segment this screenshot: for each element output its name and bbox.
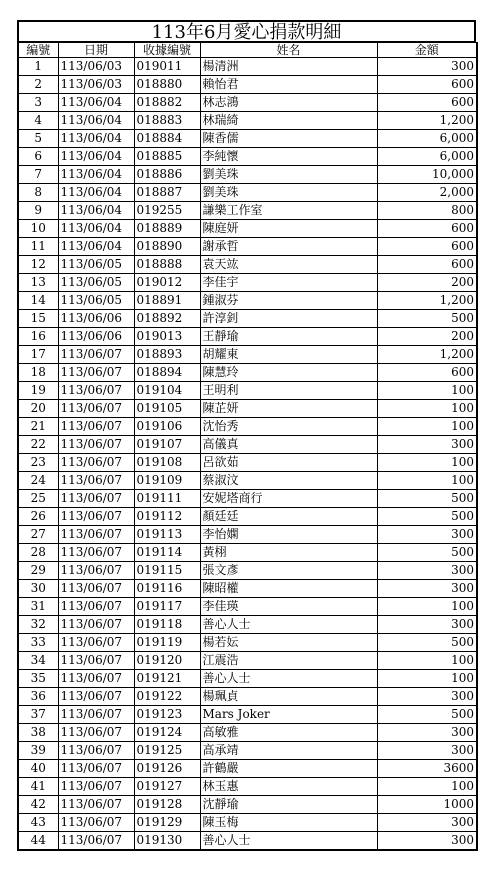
row-amount: 600 (377, 76, 477, 94)
row-receipt: 018885 (134, 148, 200, 166)
row-date: 113/06/04 (58, 94, 134, 112)
row-number: 8 (18, 184, 58, 202)
header-amount: 金額 (377, 43, 477, 58)
table-body (18, 58, 477, 851)
row-date: 113/06/07 (58, 400, 134, 418)
row-receipt: 019129 (134, 814, 200, 832)
row-name: 胡耀東 (200, 346, 377, 364)
table-row (18, 670, 477, 688)
row-amount: 300 (377, 616, 477, 634)
row-number: 10 (18, 220, 58, 238)
row-amount: 500 (377, 310, 477, 328)
row-date: 113/06/05 (58, 256, 134, 274)
row-name: 賴怡君 (200, 76, 377, 94)
row-receipt: 019111 (134, 490, 200, 508)
row-receipt: 019255 (134, 202, 200, 220)
row-date: 113/06/07 (58, 652, 134, 670)
row-date: 113/06/07 (58, 670, 134, 688)
row-amount: 500 (377, 544, 477, 562)
table-row (18, 814, 477, 832)
row-date: 113/06/07 (58, 418, 134, 436)
table-row (18, 508, 477, 526)
row-amount: 1,200 (377, 112, 477, 130)
row-receipt: 019105 (134, 400, 200, 418)
row-receipt: 018888 (134, 256, 200, 274)
row-receipt: 019119 (134, 634, 200, 652)
row-date: 113/06/07 (58, 724, 134, 742)
row-receipt: 019109 (134, 472, 200, 490)
row-amount: 300 (377, 436, 477, 454)
table-row (18, 382, 477, 400)
row-amount: 300 (377, 724, 477, 742)
row-number: 9 (18, 202, 58, 220)
table-row (18, 148, 477, 166)
table-row (18, 166, 477, 184)
row-amount: 1,200 (377, 346, 477, 364)
row-receipt: 019116 (134, 580, 200, 598)
table-row (18, 724, 477, 742)
row-receipt: 018892 (134, 310, 200, 328)
row-date: 113/06/04 (58, 202, 134, 220)
row-receipt: 018887 (134, 184, 200, 202)
row-receipt: 019128 (134, 796, 200, 814)
row-receipt: 019117 (134, 598, 200, 616)
row-number: 22 (18, 436, 58, 454)
row-number: 4 (18, 112, 58, 130)
row-name: Mars Joker (200, 706, 377, 724)
row-amount: 300 (377, 580, 477, 598)
table-row (18, 742, 477, 760)
row-receipt: 019115 (134, 562, 200, 580)
row-name: 高承靖 (200, 742, 377, 760)
row-amount: 500 (377, 490, 477, 508)
row-amount: 1,200 (377, 292, 477, 310)
header-name: 姓名 (200, 43, 377, 58)
row-receipt: 019011 (134, 58, 200, 76)
table-row (18, 364, 477, 382)
row-name: 陳芷妍 (200, 400, 377, 418)
row-date: 113/06/05 (58, 292, 134, 310)
row-number: 42 (18, 796, 58, 814)
row-amount: 600 (377, 238, 477, 256)
row-name: 鍾淑芬 (200, 292, 377, 310)
row-date: 113/06/07 (58, 454, 134, 472)
row-number: 20 (18, 400, 58, 418)
row-amount: 600 (377, 256, 477, 274)
row-number: 26 (18, 508, 58, 526)
row-receipt: 018891 (134, 292, 200, 310)
row-number: 33 (18, 634, 58, 652)
row-date: 113/06/04 (58, 112, 134, 130)
row-amount: 600 (377, 94, 477, 112)
row-number: 15 (18, 310, 58, 328)
row-date: 113/06/07 (58, 778, 134, 796)
row-amount: 10,000 (377, 166, 477, 184)
row-name: 沈靜瑜 (200, 796, 377, 814)
row-name: 劉美珠 (200, 166, 377, 184)
table-row (18, 526, 477, 544)
row-number: 36 (18, 688, 58, 706)
row-amount: 6,000 (377, 130, 477, 148)
row-number: 44 (18, 832, 58, 851)
table-row (18, 400, 477, 418)
table-row (18, 184, 477, 202)
row-date: 113/06/07 (58, 688, 134, 706)
row-name: 謙樂工作室 (200, 202, 377, 220)
row-amount: 6,000 (377, 148, 477, 166)
row-receipt: 018886 (134, 166, 200, 184)
table-row (18, 328, 477, 346)
row-receipt: 019012 (134, 274, 200, 292)
row-name: 黃栩 (200, 544, 377, 562)
table-row (18, 760, 477, 778)
row-name: 張文彥 (200, 562, 377, 580)
row-number: 21 (18, 418, 58, 436)
row-number: 5 (18, 130, 58, 148)
row-name: 高敏雅 (200, 724, 377, 742)
table-row (18, 292, 477, 310)
row-amount: 100 (377, 670, 477, 688)
sheet-title: 113年6月愛心捐款明細 (17, 20, 476, 42)
row-amount: 300 (377, 742, 477, 760)
row-number: 29 (18, 562, 58, 580)
table-row (18, 598, 477, 616)
table-row (18, 634, 477, 652)
row-name: 林志鴻 (200, 94, 377, 112)
row-date: 113/06/07 (58, 580, 134, 598)
row-receipt: 019126 (134, 760, 200, 778)
row-number: 14 (18, 292, 58, 310)
row-receipt: 018880 (134, 76, 200, 94)
row-receipt: 019120 (134, 652, 200, 670)
row-date: 113/06/04 (58, 130, 134, 148)
row-number: 27 (18, 526, 58, 544)
row-number: 37 (18, 706, 58, 724)
row-amount: 300 (377, 688, 477, 706)
row-name: 安妮塔商行 (200, 490, 377, 508)
table-row (18, 472, 477, 490)
row-name: 李怡嫻 (200, 526, 377, 544)
row-number: 17 (18, 346, 58, 364)
header-row (18, 43, 477, 58)
row-amount: 300 (377, 562, 477, 580)
row-receipt: 018883 (134, 112, 200, 130)
row-name: 高儀真 (200, 436, 377, 454)
table-row (18, 688, 477, 706)
row-receipt: 018882 (134, 94, 200, 112)
row-date: 113/06/03 (58, 58, 134, 76)
header-receipt: 收據編號 (134, 43, 200, 58)
row-date: 113/06/07 (58, 364, 134, 382)
row-date: 113/06/06 (58, 310, 134, 328)
row-amount: 1000 (377, 796, 477, 814)
row-number: 40 (18, 760, 58, 778)
row-receipt: 018889 (134, 220, 200, 238)
row-number: 28 (18, 544, 58, 562)
row-receipt: 019123 (134, 706, 200, 724)
row-date: 113/06/07 (58, 526, 134, 544)
row-date: 113/06/07 (58, 706, 134, 724)
row-amount: 300 (377, 832, 477, 851)
row-date: 113/06/07 (58, 796, 134, 814)
row-number: 3 (18, 94, 58, 112)
row-amount: 100 (377, 598, 477, 616)
row-number: 1 (18, 58, 58, 76)
table-row (18, 616, 477, 634)
row-date: 113/06/04 (58, 220, 134, 238)
row-name: 王明利 (200, 382, 377, 400)
table-row (18, 544, 477, 562)
row-amount: 100 (377, 400, 477, 418)
row-amount: 500 (377, 634, 477, 652)
row-receipt: 019108 (134, 454, 200, 472)
row-amount: 100 (377, 418, 477, 436)
row-name: 李純懷 (200, 148, 377, 166)
row-receipt: 019118 (134, 616, 200, 634)
row-date: 113/06/03 (58, 76, 134, 94)
row-name: 許淳釗 (200, 310, 377, 328)
row-name: 陳慧玲 (200, 364, 377, 382)
row-number: 32 (18, 616, 58, 634)
row-receipt: 019130 (134, 832, 200, 851)
row-date: 113/06/07 (58, 472, 134, 490)
table-row (18, 490, 477, 508)
row-date: 113/06/07 (58, 832, 134, 851)
table-row (18, 454, 477, 472)
row-amount: 500 (377, 508, 477, 526)
row-date: 113/06/07 (58, 598, 134, 616)
row-name: 陳庭妍 (200, 220, 377, 238)
row-number: 25 (18, 490, 58, 508)
row-amount: 100 (377, 454, 477, 472)
row-amount: 200 (377, 274, 477, 292)
row-number: 30 (18, 580, 58, 598)
row-receipt: 019127 (134, 778, 200, 796)
donation-sheet (17, 20, 476, 851)
table-row (18, 796, 477, 814)
table-row (18, 832, 477, 851)
row-receipt: 019114 (134, 544, 200, 562)
row-receipt: 019013 (134, 328, 200, 346)
table-row (18, 706, 477, 724)
row-receipt: 018893 (134, 346, 200, 364)
row-name: 顏廷廷 (200, 508, 377, 526)
table-row (18, 76, 477, 94)
table-row (18, 436, 477, 454)
table-row (18, 256, 477, 274)
row-date: 113/06/07 (58, 346, 134, 364)
row-receipt: 019125 (134, 742, 200, 760)
row-number: 2 (18, 76, 58, 94)
row-amount: 100 (377, 382, 477, 400)
row-receipt: 019104 (134, 382, 200, 400)
row-receipt: 018890 (134, 238, 200, 256)
row-name: 沈怡秀 (200, 418, 377, 436)
row-date: 113/06/04 (58, 184, 134, 202)
header-date: 日期 (58, 43, 134, 58)
row-name: 楊清洲 (200, 58, 377, 76)
row-name: 楊若妘 (200, 634, 377, 652)
table-row (18, 94, 477, 112)
row-date: 113/06/07 (58, 814, 134, 832)
row-amount: 300 (377, 814, 477, 832)
table-row (18, 310, 477, 328)
row-number: 24 (18, 472, 58, 490)
row-amount: 200 (377, 328, 477, 346)
row-name: 善心人士 (200, 832, 377, 851)
row-date: 113/06/07 (58, 544, 134, 562)
row-number: 11 (18, 238, 58, 256)
row-name: 王靜瑜 (200, 328, 377, 346)
row-receipt: 019122 (134, 688, 200, 706)
donation-table (17, 42, 478, 851)
row-date: 113/06/05 (58, 274, 134, 292)
row-number: 31 (18, 598, 58, 616)
row-amount: 2,000 (377, 184, 477, 202)
table-row (18, 778, 477, 796)
row-receipt: 019107 (134, 436, 200, 454)
row-number: 7 (18, 166, 58, 184)
row-receipt: 019106 (134, 418, 200, 436)
table-row (18, 112, 477, 130)
row-amount: 300 (377, 58, 477, 76)
row-date: 113/06/07 (58, 490, 134, 508)
row-amount: 600 (377, 364, 477, 382)
row-name: 蔡淑汶 (200, 472, 377, 490)
row-amount: 3600 (377, 760, 477, 778)
row-number: 35 (18, 670, 58, 688)
row-name: 劉美珠 (200, 184, 377, 202)
header-number: 編號 (18, 43, 58, 58)
table-row (18, 238, 477, 256)
row-number: 12 (18, 256, 58, 274)
table-row (18, 274, 477, 292)
row-amount: 500 (377, 706, 477, 724)
row-name: 李佳宇 (200, 274, 377, 292)
row-date: 113/06/07 (58, 760, 134, 778)
row-name: 楊珮貞 (200, 688, 377, 706)
row-name: 林瑞綺 (200, 112, 377, 130)
row-date: 113/06/07 (58, 436, 134, 454)
table-row (18, 652, 477, 670)
row-date: 113/06/07 (58, 562, 134, 580)
row-receipt: 018894 (134, 364, 200, 382)
row-number: 18 (18, 364, 58, 382)
row-amount: 800 (377, 202, 477, 220)
row-name: 袁天竑 (200, 256, 377, 274)
row-date: 113/06/07 (58, 382, 134, 400)
row-date: 113/06/06 (58, 328, 134, 346)
row-number: 34 (18, 652, 58, 670)
row-date: 113/06/07 (58, 742, 134, 760)
row-receipt: 019121 (134, 670, 200, 688)
row-amount: 100 (377, 778, 477, 796)
row-name: 陳香儒 (200, 130, 377, 148)
row-number: 23 (18, 454, 58, 472)
row-number: 38 (18, 724, 58, 742)
row-amount: 300 (377, 526, 477, 544)
row-date: 113/06/07 (58, 616, 134, 634)
row-name: 江震浩 (200, 652, 377, 670)
row-number: 39 (18, 742, 58, 760)
row-amount: 600 (377, 220, 477, 238)
row-name: 善心人士 (200, 616, 377, 634)
row-date: 113/06/04 (58, 148, 134, 166)
table-row (18, 346, 477, 364)
row-number: 16 (18, 328, 58, 346)
row-name: 謝承哲 (200, 238, 377, 256)
table-row (18, 418, 477, 436)
table-row (18, 202, 477, 220)
row-receipt: 019112 (134, 508, 200, 526)
row-number: 43 (18, 814, 58, 832)
row-number: 41 (18, 778, 58, 796)
row-number: 19 (18, 382, 58, 400)
table-row (18, 580, 477, 598)
row-name: 林玉惠 (200, 778, 377, 796)
row-receipt: 019113 (134, 526, 200, 544)
table-row (18, 562, 477, 580)
row-name: 李佳瑛 (200, 598, 377, 616)
row-name: 許鶴嚴 (200, 760, 377, 778)
table-row (18, 130, 477, 148)
row-date: 113/06/07 (58, 508, 134, 526)
row-date: 113/06/04 (58, 166, 134, 184)
row-number: 13 (18, 274, 58, 292)
row-date: 113/06/04 (58, 238, 134, 256)
row-receipt: 018884 (134, 130, 200, 148)
table-row (18, 220, 477, 238)
row-number: 6 (18, 148, 58, 166)
row-name: 陳昭權 (200, 580, 377, 598)
row-name: 陳玉梅 (200, 814, 377, 832)
row-amount: 100 (377, 472, 477, 490)
row-name: 善心人士 (200, 670, 377, 688)
table-row (18, 58, 477, 76)
row-date: 113/06/07 (58, 634, 134, 652)
row-amount: 100 (377, 652, 477, 670)
row-receipt: 019124 (134, 724, 200, 742)
row-name: 呂欲茹 (200, 454, 377, 472)
